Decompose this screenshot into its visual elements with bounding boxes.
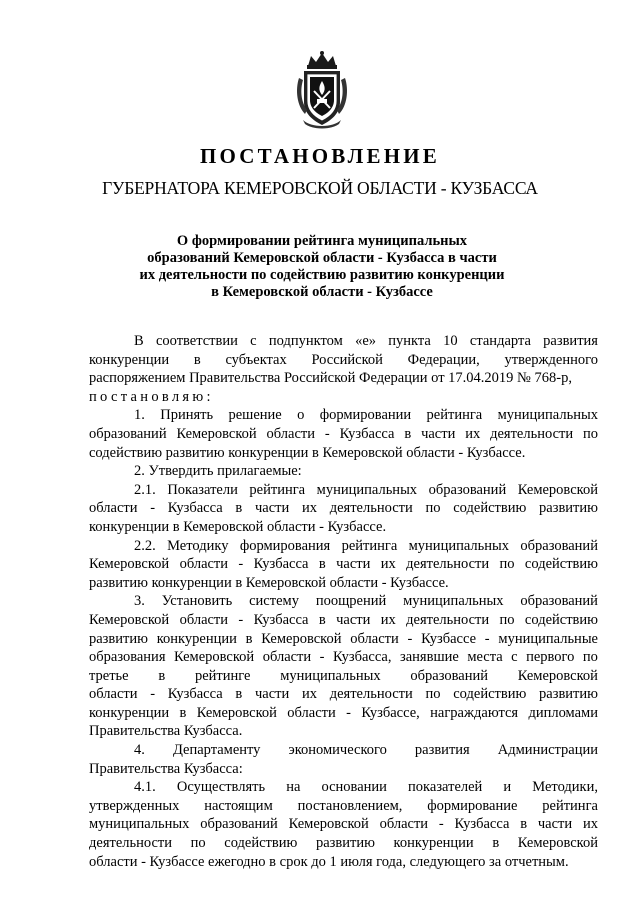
word: по	[425, 500, 441, 517]
word: подпунктом	[268, 333, 343, 349]
body-line	[89, 332, 598, 351]
word: образований	[520, 537, 598, 554]
document-title	[112, 233, 532, 301]
kuzbass-coat-of-arms-icon	[291, 50, 353, 130]
word: Методики,	[532, 779, 598, 796]
word: третье	[89, 667, 129, 684]
word: на	[286, 779, 301, 796]
word: их	[582, 816, 598, 833]
body-line	[89, 425, 598, 444]
word: в	[318, 611, 326, 628]
word: части	[336, 556, 371, 573]
word: показателей	[408, 779, 483, 796]
word: рейтинга	[249, 481, 306, 498]
word: Кемеровской	[517, 481, 598, 498]
word: «е»	[355, 333, 376, 349]
word: их	[465, 425, 481, 442]
body-line	[89, 630, 598, 649]
body-line: области - Кузбассе ежегодно в срок до 1 июля года, следующего за отчетным.	[89, 853, 569, 870]
word: содействию	[453, 500, 527, 517]
word: части	[336, 611, 371, 628]
word: образований	[410, 667, 488, 684]
word: муниципальных	[403, 593, 504, 610]
word: области	[89, 500, 138, 517]
title-line: их деятельности по содействию развитию конкуренции	[139, 267, 505, 283]
body-line: постановляю:	[89, 388, 214, 405]
word: награждаются	[430, 704, 519, 721]
body-line	[89, 685, 598, 704]
word: развитию	[539, 500, 598, 517]
word: Кузбасса	[253, 556, 309, 573]
word: развития	[543, 333, 598, 349]
word: области	[266, 425, 315, 442]
word: по	[499, 556, 515, 573]
word: развития	[414, 742, 470, 759]
word: Кузбасса,	[333, 649, 392, 666]
word: Показатели	[167, 481, 238, 498]
word: развитию	[315, 835, 375, 852]
word: утвержденного	[504, 351, 598, 368]
word: в	[492, 835, 500, 852]
word: дипломами	[528, 704, 598, 721]
body-line: развитию конкуренции в Кемеровской области - Кузбассе.	[89, 574, 449, 591]
word: муниципальных	[497, 407, 598, 424]
word: развитию	[539, 686, 598, 703]
body-line	[89, 406, 598, 425]
word: с	[250, 333, 257, 349]
word: деятельности	[89, 835, 173, 852]
word: Установить	[161, 593, 233, 610]
word: муниципальных	[408, 537, 510, 554]
word: деятельности	[329, 500, 413, 517]
word: Кузбассе	[421, 630, 477, 647]
word: 2.1.	[134, 481, 156, 498]
word: деятельности	[490, 425, 574, 442]
word: -	[150, 686, 156, 703]
body-line	[89, 704, 598, 723]
word: и	[503, 779, 512, 796]
word: развитию	[89, 630, 148, 647]
document-type-heading: ПОСТАНОВЛЕНИЕ	[199, 144, 441, 168]
word: о	[297, 407, 305, 424]
word: Кузбасса	[167, 686, 223, 703]
word: Кемеровской	[89, 611, 170, 628]
word: систему	[249, 593, 299, 610]
word: В	[134, 333, 144, 349]
word: постановлением,	[297, 797, 403, 814]
word: -	[238, 611, 244, 628]
body-line	[89, 481, 598, 500]
body-line	[89, 834, 598, 853]
word: конкуренции	[89, 704, 170, 721]
word: в	[245, 630, 253, 647]
word: части	[421, 425, 456, 442]
word: в	[520, 816, 528, 833]
word: образований	[200, 816, 278, 833]
word: в	[318, 556, 326, 573]
word: в	[193, 351, 201, 368]
word: 2.2.	[134, 537, 156, 554]
word: Кемеровской	[288, 816, 369, 833]
word: образований	[428, 481, 507, 498]
word: 10	[443, 333, 458, 349]
word: Российской	[311, 351, 383, 368]
word: деятельности	[406, 611, 490, 628]
word: решение	[228, 407, 282, 424]
body-line	[89, 611, 598, 630]
word: Федерации,	[407, 351, 480, 368]
word: рейтинга	[426, 407, 483, 424]
word: формирование	[427, 797, 518, 814]
word: соответствии	[155, 333, 238, 349]
word: части	[254, 686, 290, 703]
word: рейтинга	[341, 537, 398, 554]
word: места	[467, 649, 503, 666]
word: деятельности	[406, 556, 490, 573]
word: занявшие	[400, 649, 459, 666]
word: области	[350, 630, 399, 647]
title-line: в Кемеровской области - Кузбассе	[211, 284, 433, 300]
word: пункта	[388, 333, 431, 349]
word: с	[511, 649, 518, 666]
word: Кузбасса	[167, 500, 223, 517]
word: части	[537, 816, 573, 833]
word: Осуществлять	[176, 779, 266, 796]
word: области	[262, 649, 312, 666]
word: основании	[321, 779, 387, 796]
body-line: содействию развитию конкуренции в Кемеровской области - Кузбассе.	[89, 444, 526, 461]
word: Кемеровской	[517, 667, 598, 684]
word: по	[582, 425, 598, 442]
word: -	[238, 556, 244, 573]
word: области	[179, 556, 229, 573]
word: по	[582, 649, 598, 666]
word: Принять	[160, 407, 214, 424]
word: субъектах	[225, 351, 287, 368]
word: образований	[89, 425, 167, 442]
title-line: О формировании рейтинга муниципальных	[176, 233, 468, 249]
word: в	[235, 686, 243, 703]
issuer-heading: ГУБЕРНАТОРА КЕМЕРОВСКОЙ ОБЛАСТИ - КУЗБАССА	[102, 178, 538, 198]
body-line: Правительства Кузбасса:	[89, 760, 243, 777]
body-line: конкуренции в Кемеровской области - Кузбассе.	[89, 518, 387, 535]
word: -	[438, 816, 444, 833]
body-line	[89, 797, 598, 816]
word: их	[301, 686, 317, 703]
body-line	[89, 537, 598, 556]
document-body	[89, 332, 598, 871]
word: области	[287, 704, 336, 721]
body-line: 2. Утвердить прилагаемые:	[134, 463, 302, 480]
word: 4.	[134, 742, 145, 759]
word: содействию	[524, 556, 598, 573]
word: в	[404, 425, 412, 442]
body-line	[89, 778, 598, 797]
word: их	[301, 500, 317, 517]
word: Кузбасса	[454, 816, 510, 833]
word: Кемеровской	[174, 649, 255, 666]
word: Методику	[167, 537, 229, 554]
word: в	[158, 667, 166, 684]
word: -	[324, 425, 330, 442]
word: содействию	[453, 686, 527, 703]
word: их	[380, 556, 396, 573]
word: Администрации	[497, 742, 598, 759]
body-line	[89, 555, 598, 574]
body-line: распоряжением Правительства Российской Федерации от 17.04.2019 № 768-р,	[89, 370, 572, 387]
word: Департаменту	[172, 742, 261, 759]
word: 3.	[134, 593, 145, 610]
word: настоящим	[204, 797, 273, 814]
body-line	[89, 741, 598, 760]
word: 4.1.	[134, 779, 156, 796]
word: деятельности	[329, 686, 413, 703]
word: Кузбасса	[253, 611, 309, 628]
word: -	[407, 630, 413, 647]
word: -	[484, 630, 490, 647]
word: области	[89, 686, 138, 703]
word: экономического	[288, 742, 387, 759]
word: конкуренции	[89, 351, 170, 368]
word: их	[380, 611, 396, 628]
word: муниципальных	[89, 816, 190, 833]
word: Кемеровской	[196, 704, 277, 721]
word: образования	[89, 649, 166, 666]
word: рейтинге	[194, 667, 251, 684]
word: муниципальных	[316, 481, 418, 498]
word: по	[190, 835, 206, 852]
word: в	[179, 704, 187, 721]
word: по	[499, 611, 515, 628]
word: конкуренции	[156, 630, 237, 647]
word: утвержденных	[89, 797, 180, 814]
word: -	[150, 500, 156, 517]
word: конкуренции	[393, 835, 474, 852]
word: Кемеровской	[517, 835, 598, 852]
title-line: образований Кемеровской области - Кузбасса в части	[147, 250, 497, 266]
word: первого	[526, 649, 575, 666]
word: содействию	[224, 835, 298, 852]
word: образований	[520, 593, 598, 610]
body-line	[89, 351, 598, 370]
word: содействию	[524, 611, 598, 628]
word: -	[319, 649, 325, 666]
word: формирования	[239, 537, 331, 554]
body-line	[89, 815, 598, 834]
body-line: Правительства Кузбасса.	[89, 723, 243, 740]
word: муниципальных	[280, 667, 381, 684]
word: области	[179, 611, 229, 628]
word: области	[379, 816, 429, 833]
word: Кемеровской	[261, 630, 342, 647]
word: Кемеровской	[176, 425, 257, 442]
body-line	[89, 667, 598, 686]
word: части	[254, 500, 290, 517]
word: Кемеровской	[89, 556, 170, 573]
word: -	[346, 704, 351, 721]
word: рейтинга	[542, 797, 598, 814]
word: 1.	[134, 407, 145, 424]
word: по	[425, 686, 441, 703]
word: в	[235, 500, 243, 517]
word: Кузбассе,	[361, 704, 420, 721]
word: муниципальные	[498, 630, 598, 647]
body-line	[89, 592, 598, 611]
word: поощрений	[315, 593, 387, 610]
word: формировании	[319, 407, 412, 424]
body-line	[89, 648, 598, 667]
body-line	[89, 499, 598, 518]
word: стандарта	[469, 333, 531, 349]
word: Кузбасса	[339, 425, 395, 442]
